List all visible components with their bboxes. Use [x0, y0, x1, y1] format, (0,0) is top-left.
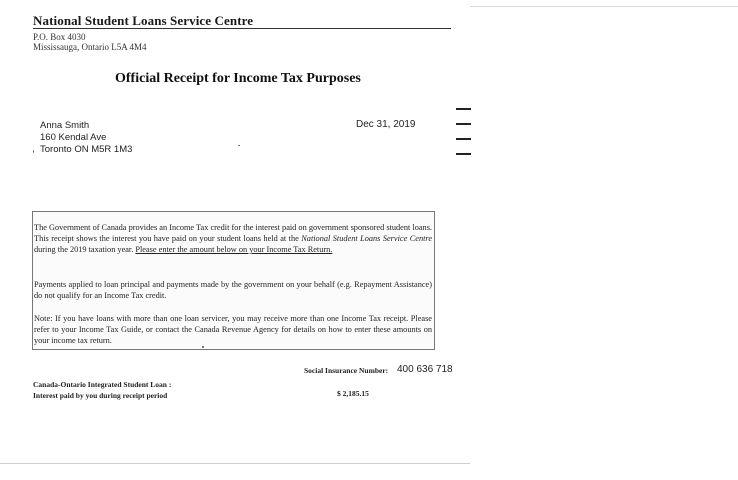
notice-paragraph-3: Note: If you have loans with more than one loan servicer, you may receive more than one Income Tax receipt. Please refer to your Income Tax Guide, or contact the Canada Revenue Agency for details on how to enter these amounts on your income tax return.	[34, 314, 432, 345]
notice-paragraph-2: Payments applied to loan principal and payments made by the government on your behalf (e.g. Repayment Assistance) do not qualify for an Income Tax credit.	[34, 280, 432, 300]
barcode-marks-icon	[456, 108, 471, 168]
sin-value: 400 636 718	[397, 364, 453, 375]
interest-paid-label: Interest paid by you during receipt period	[33, 391, 168, 400]
scan-border-bottom	[0, 463, 470, 464]
receipt-title: Official Receipt for Income Tax Purposes	[115, 71, 361, 86]
recipient-city: Toronto ON M5R 1M3	[40, 144, 133, 155]
bar-mark	[456, 153, 471, 155]
bar-mark	[456, 138, 471, 140]
notice-p1-text-a: The Government of Canada provides an Income Tax credit for the interest paid on government sponsored student loans. This receipt shows the interest you have paid on your student loans held at the	[34, 223, 432, 243]
office-city: Mississauga, Ontario L5A 4M4	[33, 42, 147, 52]
scan-border-top	[470, 6, 738, 7]
receipt-date: Dec 31, 2019	[356, 119, 416, 130]
po-box: P.O. Box 4030	[33, 32, 86, 42]
scan-speck	[238, 145, 240, 146]
scan-speck	[202, 346, 204, 348]
loan-type-label: Canada-Ontario Integrated Student Loan :	[33, 380, 172, 389]
recipient-street: 160 Kendal Ave	[40, 132, 107, 143]
notice-p1-org: National Student Loans Service Centre	[301, 234, 432, 243]
bar-mark	[456, 123, 471, 125]
bar-mark	[456, 108, 471, 110]
interest-amount: $ 2,185.15	[337, 389, 369, 398]
notice-paragraph-1	[34, 222, 432, 255]
organization-name: National Student Loans Service Centre	[33, 13, 254, 28]
notice-p1-text-b: during the 2019 taxation year.	[34, 245, 136, 254]
blank-margin	[470, 0, 738, 480]
sin-label: Social Insurance Number:	[304, 366, 389, 375]
header-divider	[33, 28, 451, 29]
scan-speck	[33, 150, 34, 153]
recipient-name: Anna Smith	[40, 120, 90, 131]
notice-p1-instruction: Please enter the amount below on your Income Tax Return.	[135, 245, 333, 254]
